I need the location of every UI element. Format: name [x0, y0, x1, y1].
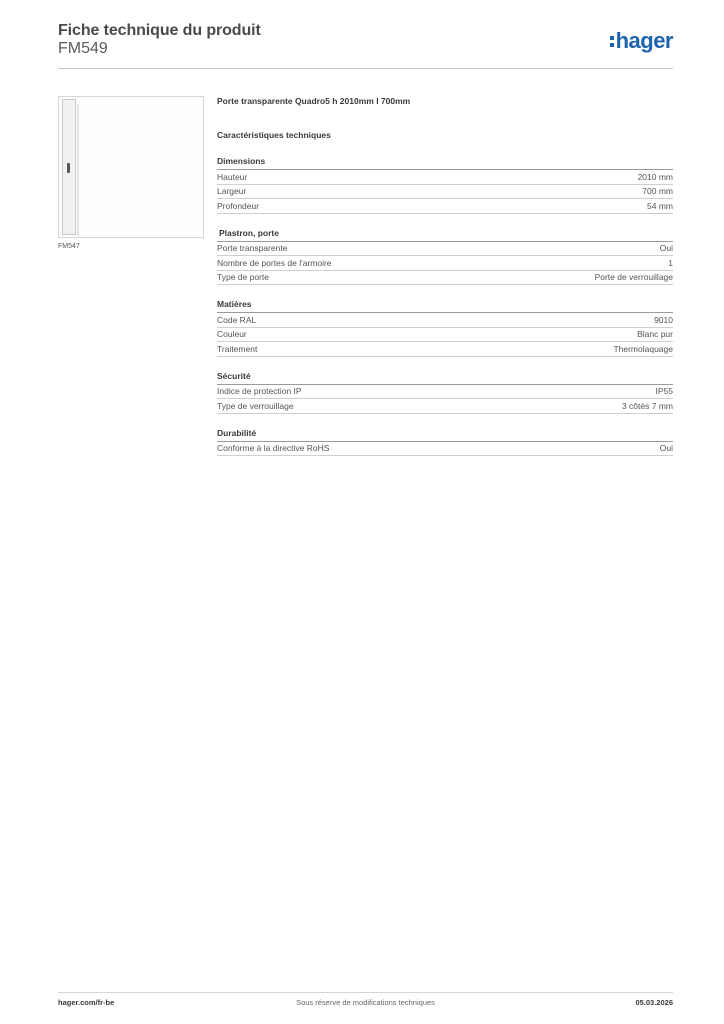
spec-label: Indice de protection IP [217, 386, 302, 397]
spec-row [217, 313, 673, 328]
spec-label: Code RAL [217, 314, 257, 325]
spec-value: 9010 [654, 314, 673, 325]
spec-value: IP55 [655, 386, 673, 397]
product-name: Porte transparente Quadro5 h 2010mm l 700mm [217, 96, 411, 106]
spec-value: 2010 mm [637, 171, 673, 182]
spec-row [217, 242, 673, 257]
spec-label: Conforme à la directive RoHS [217, 443, 330, 454]
page-header [58, 20, 673, 70]
spec-label: Profondeur [217, 200, 260, 211]
footer-date: 05.03.2026 [635, 998, 673, 1007]
specs-heading: Caractéristiques techniques [217, 130, 331, 140]
spec-row [217, 328, 673, 343]
spec-value: Porte de verrouillage [594, 272, 673, 283]
footer-divider [58, 992, 673, 993]
group-title: Matières [217, 299, 673, 313]
spec-content [217, 96, 673, 456]
spec-label: Porte transparente [217, 243, 288, 254]
spec-value: 700 mm [642, 186, 673, 197]
logo-text: hager [615, 28, 673, 53]
document-title: Fiche technique du produit [58, 22, 261, 39]
spec-group-durability [217, 428, 673, 457]
spec-row [217, 170, 673, 185]
spec-row [217, 199, 673, 214]
product-image [58, 96, 204, 238]
spec-row [217, 442, 673, 457]
image-caption: FM547 [58, 243, 80, 250]
spec-value: Blanc pur [637, 329, 673, 340]
spec-label: Nombre de portes de l'armoire [217, 257, 332, 268]
spec-label: Largeur [217, 186, 247, 197]
group-title: Dimensions [217, 156, 673, 170]
spec-row [217, 256, 673, 271]
spec-label: Type de porte [217, 272, 269, 283]
group-title: Durabilité [217, 428, 673, 442]
spec-row [217, 385, 673, 400]
spec-group-plastron [217, 228, 673, 286]
spec-label: Couleur [217, 329, 247, 340]
spec-label: Type de verrouillage [217, 400, 294, 411]
spec-row [217, 342, 673, 357]
door-edge [77, 104, 79, 236]
product-reference: FM549 [58, 40, 108, 57]
spec-value: 3 côtés 7 mm [621, 400, 673, 411]
spec-row [217, 271, 673, 286]
spec-row [217, 185, 673, 200]
spec-value: Thermolaquage [613, 343, 673, 354]
spec-value: 1 [668, 257, 673, 268]
door-handle-icon [67, 163, 70, 173]
group-title: Sécurité [217, 371, 673, 385]
spec-label: Traitement [217, 343, 258, 354]
group-title: Plastron, porte [217, 228, 673, 242]
spec-value: 54 mm [647, 200, 673, 211]
header-divider [58, 68, 673, 69]
footer-notice: Sous réserve de modifications techniques [296, 998, 435, 1007]
spec-label: Hauteur [217, 171, 248, 182]
website-link[interactable]: hager.com/fr-be [58, 998, 115, 1007]
spec-row [217, 399, 673, 414]
spec-group-security [217, 371, 673, 414]
spec-group-materials [217, 299, 673, 357]
logo-dots-icon [610, 36, 614, 47]
spec-value: Oui [659, 443, 673, 454]
spec-value: Oui [659, 243, 673, 254]
spec-group-dimensions [217, 156, 673, 214]
page-footer [58, 998, 673, 1012]
door-illustration [62, 99, 76, 235]
hager-logo [610, 28, 673, 54]
